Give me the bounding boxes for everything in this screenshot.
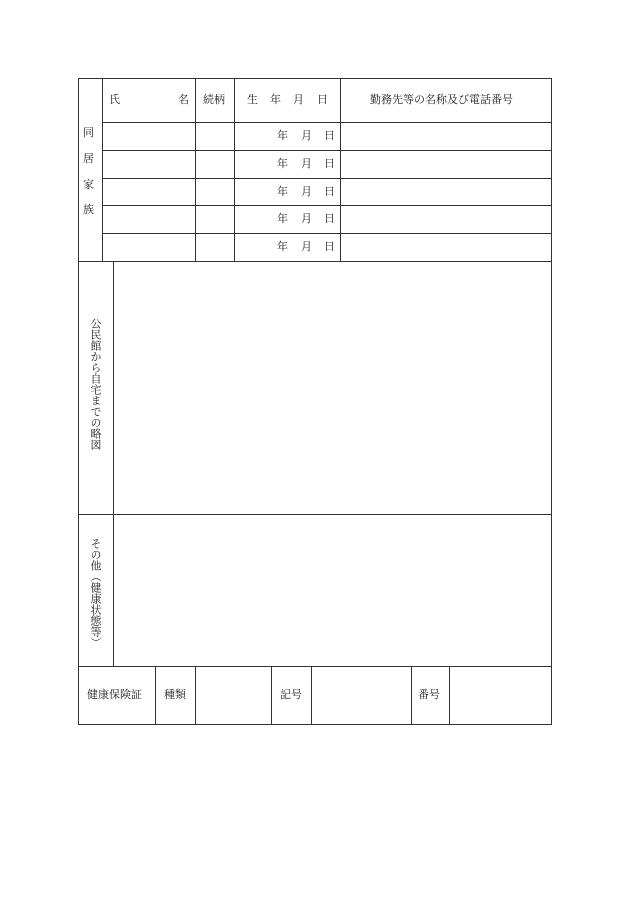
family-relation-field[interactable] [196, 123, 234, 150]
family-name-field[interactable] [103, 206, 195, 233]
family-name-field[interactable] [103, 151, 195, 178]
family-workplace-field[interactable] [341, 123, 551, 150]
header-dob-year: 年 [270, 93, 281, 106]
family-name-field[interactable] [103, 179, 195, 205]
insurance-number-label: 番号 [418, 688, 440, 701]
insurance-divider [271, 666, 272, 725]
map-section-label: 公民館から自宅までの略図 [89, 318, 102, 450]
insurance-type-label: 種類 [164, 688, 186, 701]
row-dob-month: 月 [301, 129, 312, 142]
row-dob-day: 日 [324, 129, 335, 142]
header-dob-sei: 生 [247, 93, 258, 106]
family-workplace-field[interactable] [341, 206, 551, 233]
family-relation-field[interactable] [196, 179, 234, 205]
family-name-field[interactable] [103, 123, 195, 150]
family-label-char: 族 [83, 203, 94, 216]
row-dob-month: 月 [301, 240, 312, 253]
family-label-char: 家 [83, 178, 94, 191]
insurance-number-field[interactable] [450, 667, 551, 724]
family-workplace-field[interactable] [341, 234, 551, 261]
row-dob-year: 年 [277, 240, 288, 253]
insurance-symbol-label: 記号 [280, 688, 302, 701]
row-dob-day: 日 [324, 157, 335, 170]
insurance-label: 健康保険証 [87, 688, 142, 701]
row-dob-year: 年 [277, 185, 288, 198]
family-workplace-field[interactable] [341, 151, 551, 178]
header-name-right: 名 [178, 93, 189, 106]
family-relation-field[interactable] [196, 151, 234, 178]
family-label-char: 居 [83, 152, 94, 165]
row-dob-year: 年 [277, 157, 288, 170]
family-relation-field[interactable] [196, 206, 234, 233]
insurance-type-field[interactable] [196, 667, 271, 724]
row-dob-month: 月 [301, 212, 312, 225]
insurance-divider [155, 666, 156, 725]
family-relation-field[interactable] [196, 234, 234, 261]
row-dob-month: 月 [301, 185, 312, 198]
other-section-label: その他（健康状態等） [89, 538, 102, 648]
header-dob-month: 月 [293, 93, 304, 106]
header-dob-day: 日 [317, 93, 328, 106]
header-workplace: 勤務先等の名称及び電話番号 [370, 93, 513, 106]
row-dob-month: 月 [301, 157, 312, 170]
row-dob-day: 日 [324, 212, 335, 225]
other-notes-area[interactable] [114, 515, 551, 666]
insurance-divider [411, 666, 412, 725]
family-name-field[interactable] [103, 234, 195, 261]
family-label-char: 同 [83, 126, 94, 139]
insurance-symbol-field[interactable] [312, 667, 411, 724]
family-workplace-field[interactable] [341, 179, 551, 205]
family-section-label [78, 122, 102, 222]
row-dob-year: 年 [277, 129, 288, 142]
row-dob-day: 日 [324, 185, 335, 198]
row-dob-year: 年 [277, 212, 288, 225]
row-dob-day: 日 [324, 240, 335, 253]
map-drawing-area[interactable] [114, 262, 551, 514]
header-name-left: 氏 [109, 93, 120, 106]
header-relation: 続柄 [203, 93, 225, 106]
